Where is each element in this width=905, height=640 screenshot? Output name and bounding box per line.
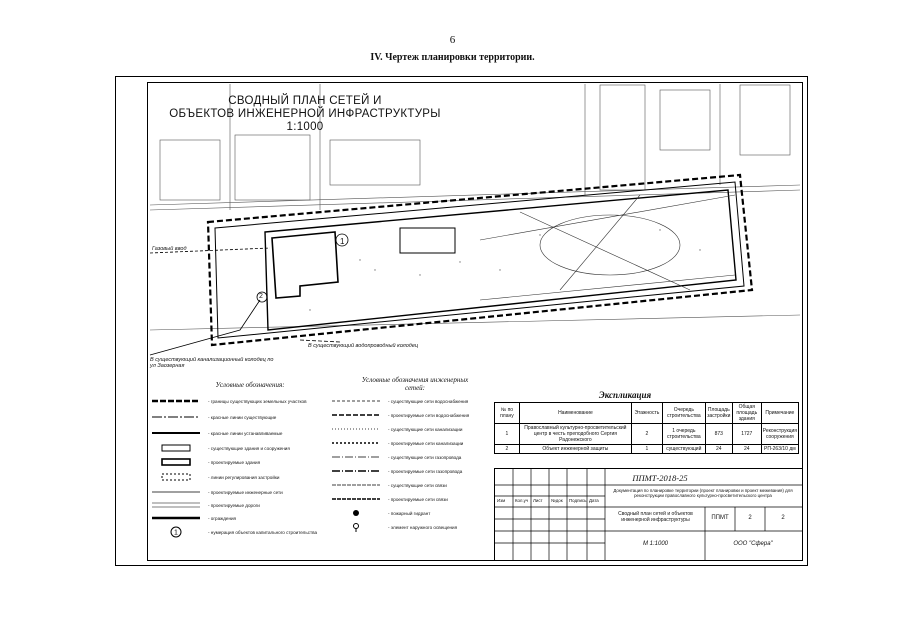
table-row: 2 Объект инженерной защиты 1 существующий 24 24 РП-263/10 дм [495,445,799,454]
sheet-number: 2 [748,515,752,521]
table-row: 1 Православный культурно-просветительский центр в честь преподобного Сергия Радонежского 2 1 очередь строительства 873 1727 Реконструкция сооружения [495,424,799,445]
sheet-count: 2 [781,515,785,521]
legend-item: - существующие сети канализации [388,426,463,432]
legend-item: - проектируемые сети связи [388,496,448,502]
water-label: В существующий водопроводный колодец [308,343,419,349]
sewer-label: В существующий канализационный колодец по ул Заозерная [150,357,274,369]
sheet-title: Сводный план сетей и объектов инженерной инфраструктуры [618,511,693,523]
legend-item: - границы существующих земельных участков [208,398,307,404]
legend-item: - линии регулирования застройки [150,470,328,484]
legend-item: - красные линии устанавливаемые [208,430,283,436]
legend-item: - существующие здания и сооружения [150,441,328,455]
page-number: 6 [449,34,456,46]
legend-item: - существующие сети газопровода [388,454,462,460]
map-title-line2: ОБЪЕКТОВ ИНЖЕНЕРНОЙ ИНФРАСТРУКТУРЫ [169,108,441,120]
section-heading: IV. Чертеж планировки территории. [370,52,535,63]
building-marker-2: 2 [259,293,263,300]
legend-item: - ограждения [208,515,237,521]
legend-item: - существующие сети связи [388,482,447,488]
title-block: Изм Кол.уч Лист №док Подпись Дата Документация по планировке территории (проект планировки и проект межевания) для реконструкции православного культурно-просветительского центра Сводный план сетей и объектов инженерной инфраструктуры ППМТ 2 2 М 1:1000 ООО "Сфера" [494,468,803,561]
project-description: Документация по планировке территории (проект планировки и проект межевания) для реконструкции православного культурно-просветительского центра [613,488,793,498]
legend-title-left: Условные обозначения: [215,381,285,389]
map-title-line1: СВОДНЫЙ ПЛАН СЕТЕЙ И [228,95,382,107]
explication-table: № по плану Наименование Этажность Очередь строительства Площадь застройки Общая площадь здания Примечание 1 Православный культурно-просветительский центр в честь преподобного Сергия Радонежского 2 1 очередь строительства 873 1727 Реконструкция сооружения 2 Объект инженерной защиты 1 существующий 24 24 РП-263/10 дм [494,402,799,454]
gas-inlet-label: Газовый ввод [152,246,187,252]
legend-item: - красные линии существующие [208,414,277,420]
explication-title: Экспликация [598,390,652,400]
legend-item: - пожарный гидрант [330,506,508,520]
drawing-scale: М 1:1000 [642,541,669,547]
legend-item: - проектируемые сети водоснабжения [388,412,470,418]
legend-item: - проектируемые здания [150,455,328,469]
company-name: ООО "Сфера" [733,541,773,547]
legend-item: 1 - нумерация объектов капитального строительства [150,525,328,539]
legend-item: - элемент наружного освещения [330,520,508,534]
legend-item: - проектируемые инженерные сети [208,489,283,495]
map-scale: 1:1000 [286,121,324,133]
drawing-code: ППМТ-2018-25 [632,473,688,483]
building-marker-1: 1 [340,237,345,246]
legend-item: - проектируемые дороги [208,502,260,508]
stage: ППМТ [711,515,729,521]
legend-item: - проектируемые сети канализации [388,440,464,446]
svg-text:1: 1 [174,529,178,537]
legend-item: - проектируемые сети газопровода [388,468,463,474]
legend-item: - существующие сети водоснабжения [388,398,469,404]
legend-title-right: Условные обозначения инженерных сетей: [361,376,469,392]
